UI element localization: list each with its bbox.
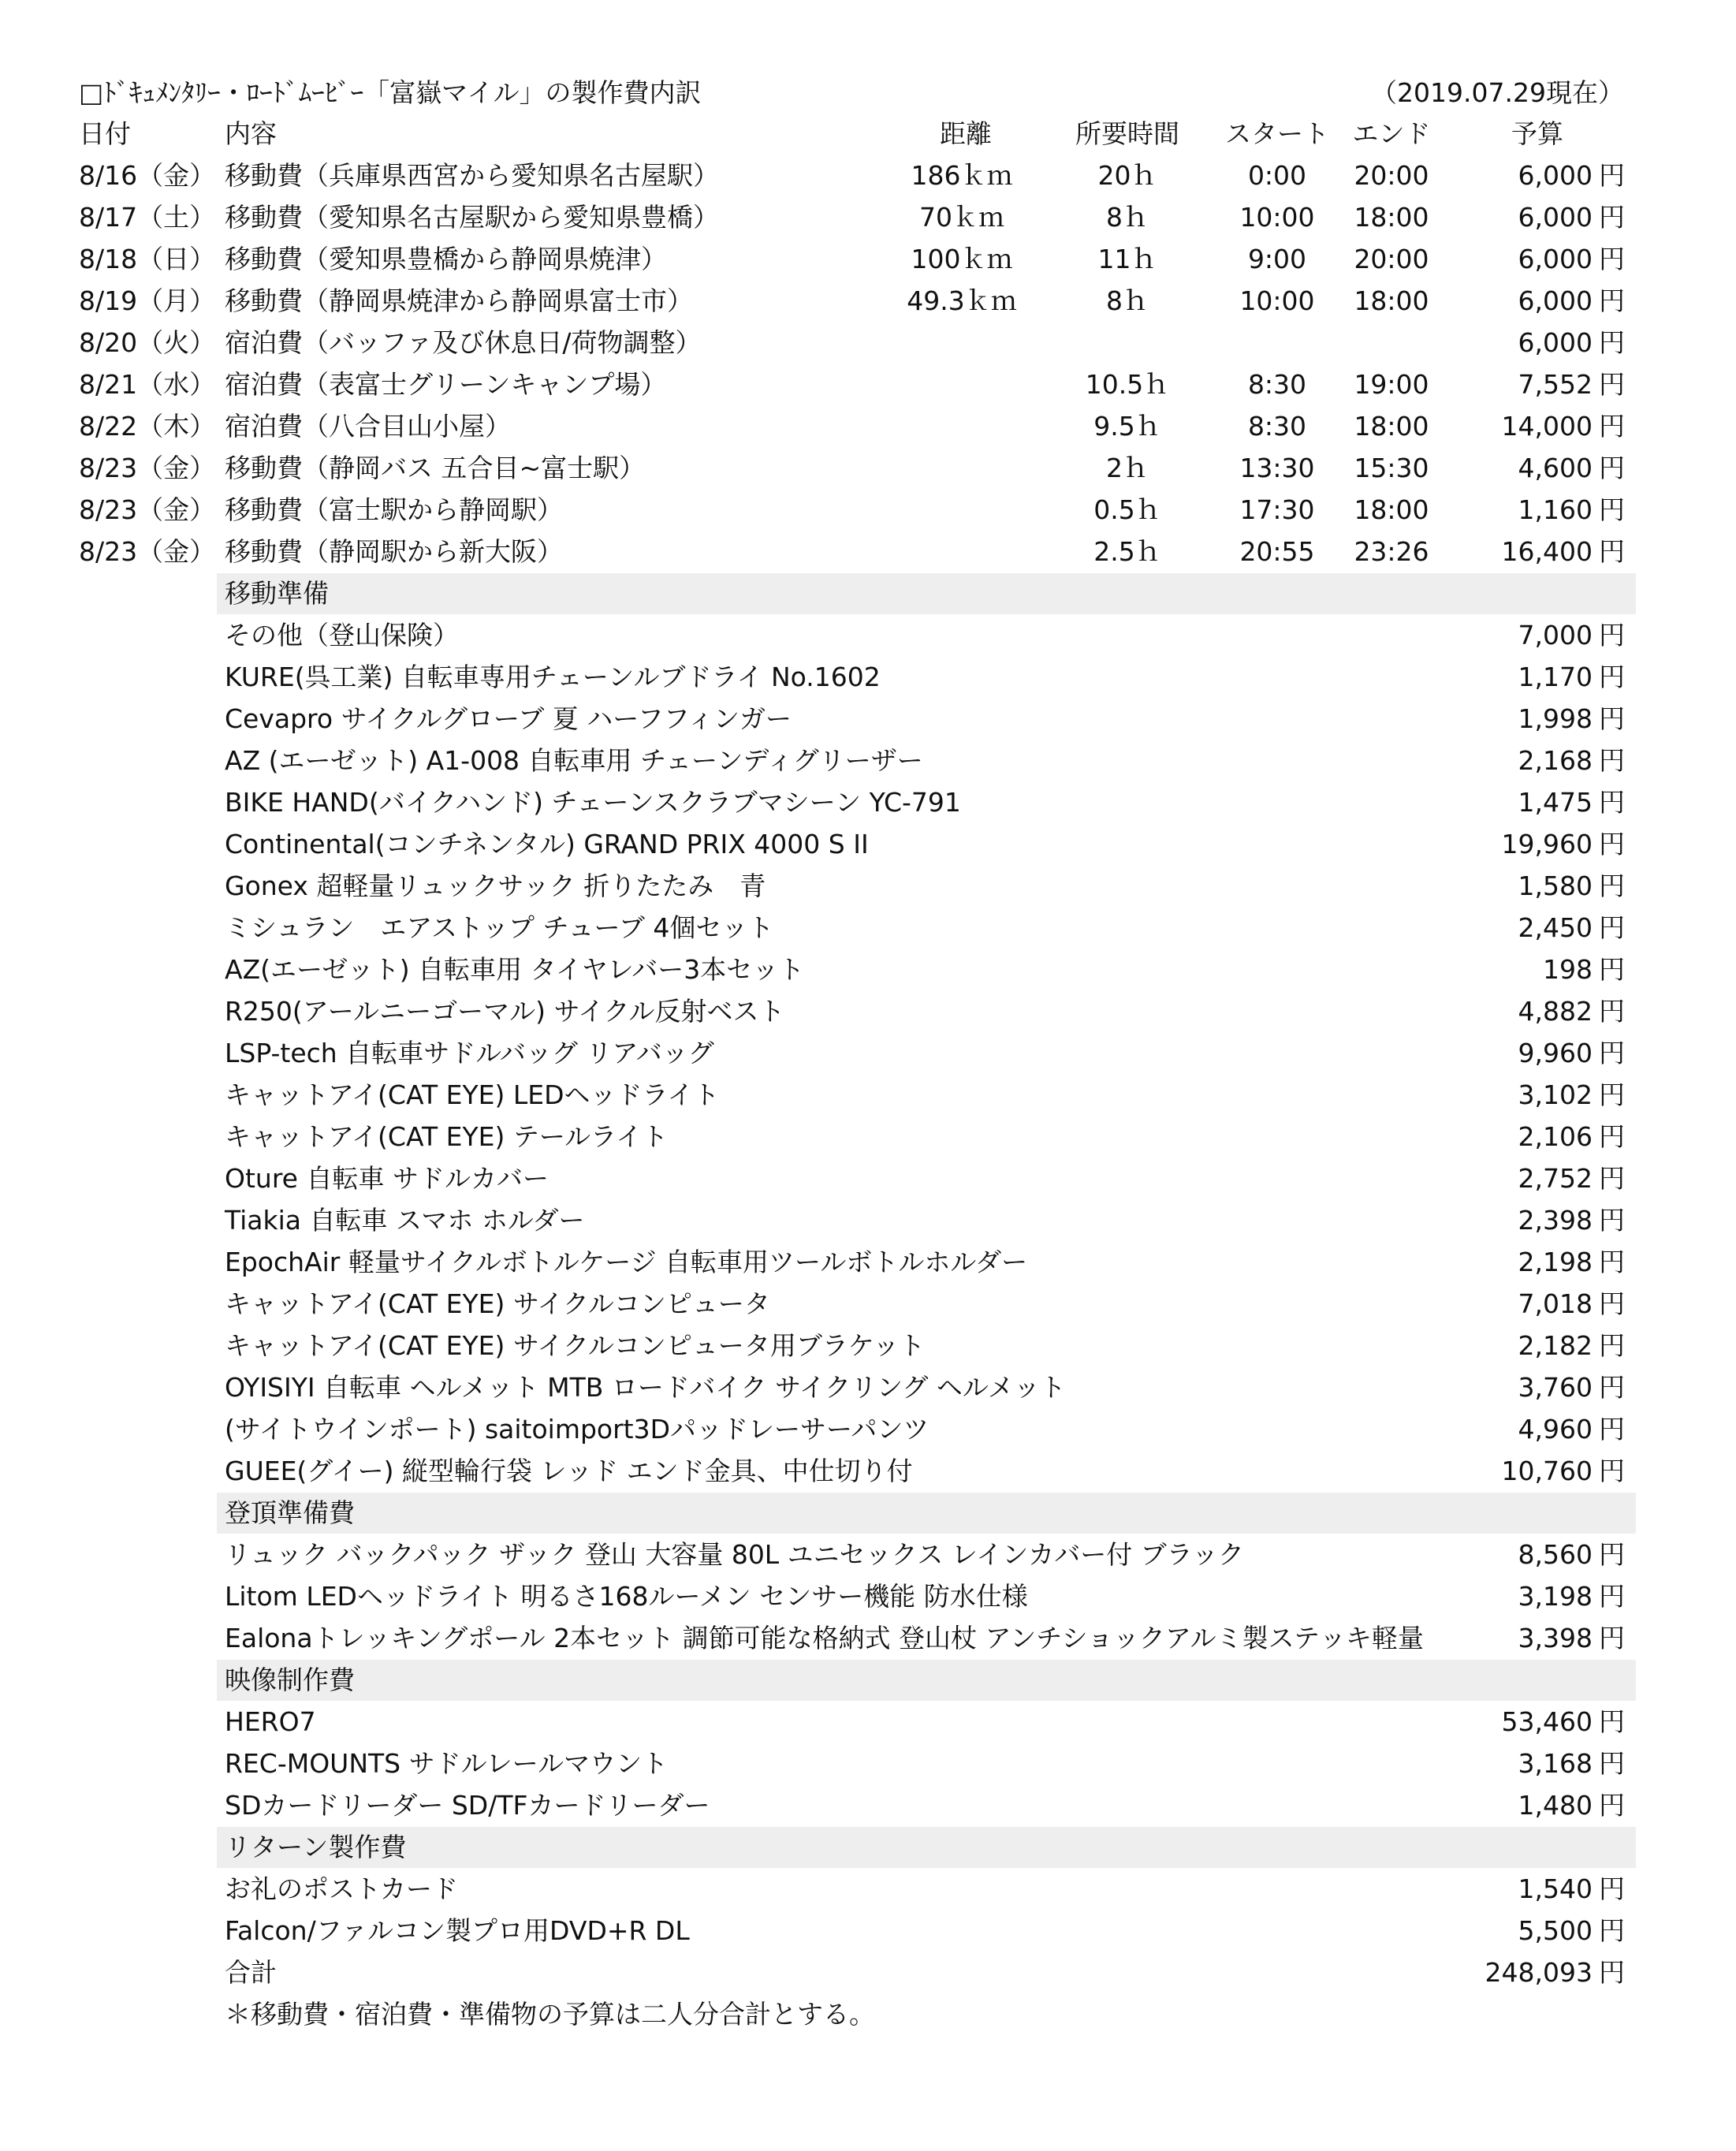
- row-budget: 6,000: [1518, 285, 1593, 316]
- row-currency: 円: [1599, 411, 1625, 442]
- row-currency: 円: [1599, 369, 1625, 400]
- item-name: KURE(呉工業) 自転車専用チェーンルブドライ No.1602: [225, 662, 881, 692]
- item-name: EpochAir 軽量サイクルボトルケージ 自転車用ツールボトルホルダー: [225, 1247, 1028, 1277]
- item-budget: 53,460: [1501, 1706, 1593, 1737]
- item-budget: 3,102: [1518, 1079, 1593, 1110]
- item-name: (サイトウインポート) saitoimport3Dパッドレーサーパンツ: [225, 1414, 929, 1445]
- item-name: リュック バックパック ザック 登山 大容量 80L ユニセックス レインカバー付 ブラック: [225, 1539, 1245, 1570]
- row-duration: 2ｈ: [1106, 453, 1149, 483]
- item-budget: 9,960: [1518, 1038, 1593, 1068]
- header-start: スタート: [1225, 118, 1329, 149]
- item-budget: 2,182: [1518, 1330, 1593, 1361]
- row-distance: 49.3ｋｍ: [907, 285, 1017, 316]
- item-name: キャットアイ(CAT EYE) サイクルコンピュータ: [225, 1288, 770, 1319]
- row-duration: 20ｈ: [1097, 160, 1157, 191]
- item-currency: 円: [1599, 787, 1625, 818]
- item-budget: 2,198: [1518, 1247, 1593, 1277]
- item-currency: 円: [1599, 703, 1625, 734]
- section-header-band: [217, 1660, 1636, 1701]
- row-content: 移動費（静岡駅から新大阪）: [225, 536, 563, 567]
- row-budget: 14,000: [1501, 411, 1593, 442]
- header-duration: 所要時間: [1075, 118, 1179, 149]
- row-currency: 円: [1599, 285, 1625, 316]
- item-name: キャットアイ(CAT EYE) LEDヘッドライト: [225, 1079, 720, 1110]
- item-budget: 2,450: [1518, 912, 1593, 943]
- item-currency: 円: [1599, 1038, 1625, 1068]
- row-end: 23:26: [1354, 536, 1429, 567]
- item-budget: 8,560: [1518, 1539, 1593, 1570]
- row-date: 8/23（金）: [79, 494, 216, 525]
- row-end: 18:00: [1354, 285, 1429, 316]
- item-budget: 1,170: [1518, 662, 1593, 692]
- footnote: ＊移動費・宿泊費・準備物の予算は二人分合計とする。: [225, 1999, 875, 2030]
- item-name: AZ (エーゼット) A1-008 自転車用 チェーンディグリーザー: [225, 745, 923, 776]
- item-budget: 1,998: [1518, 703, 1593, 734]
- header-date: 日付: [79, 118, 131, 149]
- header-content: 内容: [225, 118, 277, 149]
- row-duration: 11ｈ: [1097, 244, 1157, 274]
- item-currency: 円: [1599, 829, 1625, 859]
- item-name: GUEE(グイー) 縦型輪行袋 レッド エンド金具、中仕切り付: [225, 1456, 913, 1486]
- total-value: 248,093: [1485, 1957, 1593, 1988]
- item-budget: 4,960: [1518, 1414, 1593, 1445]
- section-title: 登頂準備費: [225, 1497, 355, 1528]
- item-name: AZ(エーゼット) 自転車用 タイヤレバー3本セット: [225, 954, 805, 985]
- row-start: 17:30: [1239, 494, 1315, 525]
- item-name: Oture 自転車 サドルカバー: [225, 1163, 549, 1194]
- item-currency: 円: [1599, 1121, 1625, 1152]
- item-currency: 円: [1599, 870, 1625, 901]
- item-currency: 円: [1599, 996, 1625, 1027]
- item-currency: 円: [1599, 1372, 1625, 1403]
- row-budget: 4,600: [1518, 453, 1593, 483]
- item-budget: 7,018: [1518, 1288, 1593, 1319]
- section-header-band: [217, 573, 1636, 614]
- item-name: HERO7: [225, 1706, 316, 1737]
- row-date: 8/16（金）: [79, 160, 216, 191]
- item-name: SDカードリーダー SD/TFカードリーダー: [225, 1790, 710, 1821]
- section-title: リターン製作費: [225, 1832, 407, 1862]
- item-budget: 3,398: [1518, 1623, 1593, 1653]
- row-budget: 6,000: [1518, 244, 1593, 274]
- item-budget: 1,540: [1518, 1873, 1593, 1904]
- item-name: その他（登山保険）: [225, 620, 459, 651]
- row-end: 19:00: [1354, 369, 1429, 400]
- item-budget: 4,882: [1518, 996, 1593, 1027]
- item-budget: 3,760: [1518, 1372, 1593, 1403]
- row-currency: 円: [1599, 160, 1625, 191]
- item-budget: 1,475: [1518, 787, 1593, 818]
- item-currency: 円: [1599, 1706, 1625, 1737]
- item-currency: 円: [1599, 1539, 1625, 1570]
- item-currency: 円: [1599, 1873, 1625, 1904]
- item-budget: 7,000: [1518, 620, 1593, 651]
- row-end: 20:00: [1354, 244, 1429, 274]
- item-name: Ealonaトレッキングポール 2本セット 調節可能な格納式 登山杖 アンチショックアルミ製ステッキ軽量: [225, 1623, 1424, 1653]
- item-currency: 円: [1599, 662, 1625, 692]
- row-end: 20:00: [1354, 160, 1429, 191]
- item-name: Falcon/ファルコン製プロ用DVD+R DL: [225, 1915, 690, 1946]
- row-start: 20:55: [1239, 536, 1315, 567]
- row-date: 8/21（水）: [79, 369, 216, 400]
- as-of-date: （2019.07.29現在）: [1371, 77, 1624, 108]
- header-distance: 距離: [940, 118, 992, 149]
- row-date: 8/18（日）: [79, 244, 216, 274]
- row-duration: 0.5ｈ: [1093, 494, 1161, 525]
- row-content: 移動費（愛知県名古屋駅から愛知県豊橋）: [225, 202, 719, 233]
- item-budget: 2,398: [1518, 1205, 1593, 1236]
- row-duration: 2.5ｈ: [1093, 536, 1161, 567]
- item-budget: 1,580: [1518, 870, 1593, 901]
- item-name: Tiakia 自転車 スマホ ホルダー: [225, 1205, 585, 1236]
- item-budget: 2,752: [1518, 1163, 1593, 1194]
- row-start: 10:00: [1239, 285, 1315, 316]
- row-end: 18:00: [1354, 202, 1429, 233]
- header-budget: 予算: [1511, 118, 1563, 149]
- item-name: Gonex 超軽量リュックサック 折りたたみ 青: [225, 870, 766, 901]
- item-name: Continental(コンチネンタル) GRAND PRIX 4000 S II: [225, 829, 869, 859]
- item-currency: 円: [1599, 1915, 1625, 1946]
- item-name: キャットアイ(CAT EYE) テールライト: [225, 1121, 669, 1152]
- row-distance: 186ｋｍ: [911, 160, 1013, 191]
- row-end: 18:00: [1354, 494, 1429, 525]
- row-content: 移動費（富士駅から静岡駅）: [225, 494, 563, 525]
- row-date: 8/17（土）: [79, 202, 216, 233]
- row-currency: 円: [1599, 494, 1625, 525]
- row-currency: 円: [1599, 202, 1625, 233]
- item-currency: 円: [1599, 1623, 1625, 1653]
- section-title: 移動準備: [225, 578, 329, 609]
- item-name: OYISIYI 自転車 ヘルメット MTB ロードバイク サイクリング ヘルメット: [225, 1372, 1066, 1403]
- item-currency: 円: [1599, 1288, 1625, 1319]
- row-budget: 1,160: [1518, 494, 1593, 525]
- header-end: エンド: [1352, 118, 1431, 149]
- row-currency: 円: [1599, 327, 1625, 358]
- row-content: 宿泊費（バッファ及び休息日/荷物調整）: [225, 327, 702, 358]
- row-date: 8/20（火）: [79, 327, 216, 358]
- item-budget: 19,960: [1501, 829, 1593, 859]
- row-content: 移動費（兵庫県西宮から愛知県名古屋駅）: [225, 160, 719, 191]
- item-currency: 円: [1599, 620, 1625, 651]
- row-duration: 9.5ｈ: [1093, 411, 1161, 442]
- item-currency: 円: [1599, 1748, 1625, 1779]
- row-start: 8:30: [1247, 369, 1307, 400]
- item-currency: 円: [1599, 1247, 1625, 1277]
- section-header-band: [217, 1493, 1636, 1534]
- item-name: R250(アールニーゴーマル) サイクル反射ベスト: [225, 996, 785, 1027]
- item-currency: 円: [1599, 954, 1625, 985]
- row-start: 0:00: [1247, 160, 1307, 191]
- row-date: 8/22（木）: [79, 411, 216, 442]
- item-name: キャットアイ(CAT EYE) サイクルコンピュータ用ブラケット: [225, 1330, 926, 1361]
- item-name: お礼のポストカード: [225, 1873, 459, 1904]
- row-duration: 8ｈ: [1106, 285, 1149, 316]
- row-duration: 10.5ｈ: [1085, 369, 1170, 400]
- item-name: REC-MOUNTS サドルレールマウント: [225, 1748, 669, 1779]
- item-name: Litom LEDヘッドライト 明るさ168ルーメン センサー機能 防水仕様: [225, 1581, 1028, 1612]
- item-name: BIKE HAND(バイクハンド) チェーンスクラブマシーン YC-791: [225, 787, 961, 818]
- item-currency: 円: [1599, 1456, 1625, 1486]
- row-content: 移動費（静岡バス 五合目~富士駅）: [225, 453, 646, 483]
- item-currency: 円: [1599, 1790, 1625, 1821]
- document-title: □ﾄﾞｷｭﾒﾝﾀﾘｰ・ﾛｰﾄﾞﾑｰﾋﾞｰ「富嶽マイル」の製作費内訳: [79, 77, 702, 108]
- item-currency: 円: [1599, 1205, 1625, 1236]
- row-content: 宿泊費（表富士グリーンキャンプ場）: [225, 369, 667, 400]
- row-date: 8/23（金）: [79, 536, 216, 567]
- row-end: 18:00: [1354, 411, 1429, 442]
- item-name: ミシュラン エアストップ チューブ 4個セット: [225, 912, 774, 943]
- row-duration: 8ｈ: [1106, 202, 1149, 233]
- section-title: 映像制作費: [225, 1665, 355, 1695]
- item-currency: 円: [1599, 745, 1625, 776]
- item-currency: 円: [1599, 1163, 1625, 1194]
- item-budget: 10,760: [1501, 1456, 1593, 1486]
- total-currency: 円: [1599, 1957, 1625, 1988]
- row-distance: 100ｋｍ: [911, 244, 1013, 274]
- item-currency: 円: [1599, 1414, 1625, 1445]
- row-end: 15:30: [1354, 453, 1429, 483]
- row-content: 移動費（静岡県焼津から静岡県富士市）: [225, 285, 693, 316]
- section-header-band: [217, 1827, 1636, 1868]
- row-content: 宿泊費（八合目山小屋）: [225, 411, 511, 442]
- row-distance: 70ｋｍ: [919, 202, 1004, 233]
- item-currency: 円: [1599, 1079, 1625, 1110]
- row-start: 10:00: [1239, 202, 1315, 233]
- row-currency: 円: [1599, 244, 1625, 274]
- row-date: 8/19（月）: [79, 285, 216, 316]
- row-budget: 6,000: [1518, 160, 1593, 191]
- row-start: 9:00: [1247, 244, 1307, 274]
- row-budget: 6,000: [1518, 202, 1593, 233]
- item-currency: 円: [1599, 1330, 1625, 1361]
- row-budget: 7,552: [1518, 369, 1593, 400]
- item-budget: 3,198: [1518, 1581, 1593, 1612]
- item-name: LSP-tech 自転車サドルバッグ リアバッグ: [225, 1038, 714, 1068]
- row-start: 13:30: [1239, 453, 1315, 483]
- item-currency: 円: [1599, 912, 1625, 943]
- row-budget: 6,000: [1518, 327, 1593, 358]
- item-budget: 1,480: [1518, 1790, 1593, 1821]
- row-currency: 円: [1599, 536, 1625, 567]
- row-date: 8/23（金）: [79, 453, 216, 483]
- row-start: 8:30: [1247, 411, 1307, 442]
- item-budget: 2,168: [1518, 745, 1593, 776]
- item-budget: 2,106: [1518, 1121, 1593, 1152]
- item-budget: 5,500: [1518, 1915, 1593, 1946]
- row-currency: 円: [1599, 453, 1625, 483]
- row-budget: 16,400: [1501, 536, 1593, 567]
- item-name: Cevapro サイクルグローブ 夏 ハーフフィンガー: [225, 703, 792, 734]
- item-budget: 198: [1543, 954, 1593, 985]
- total-label: 合計: [225, 1957, 277, 1988]
- item-budget: 3,168: [1518, 1748, 1593, 1779]
- item-currency: 円: [1599, 1581, 1625, 1612]
- row-content: 移動費（愛知県豊橋から静岡県焼津）: [225, 244, 667, 274]
